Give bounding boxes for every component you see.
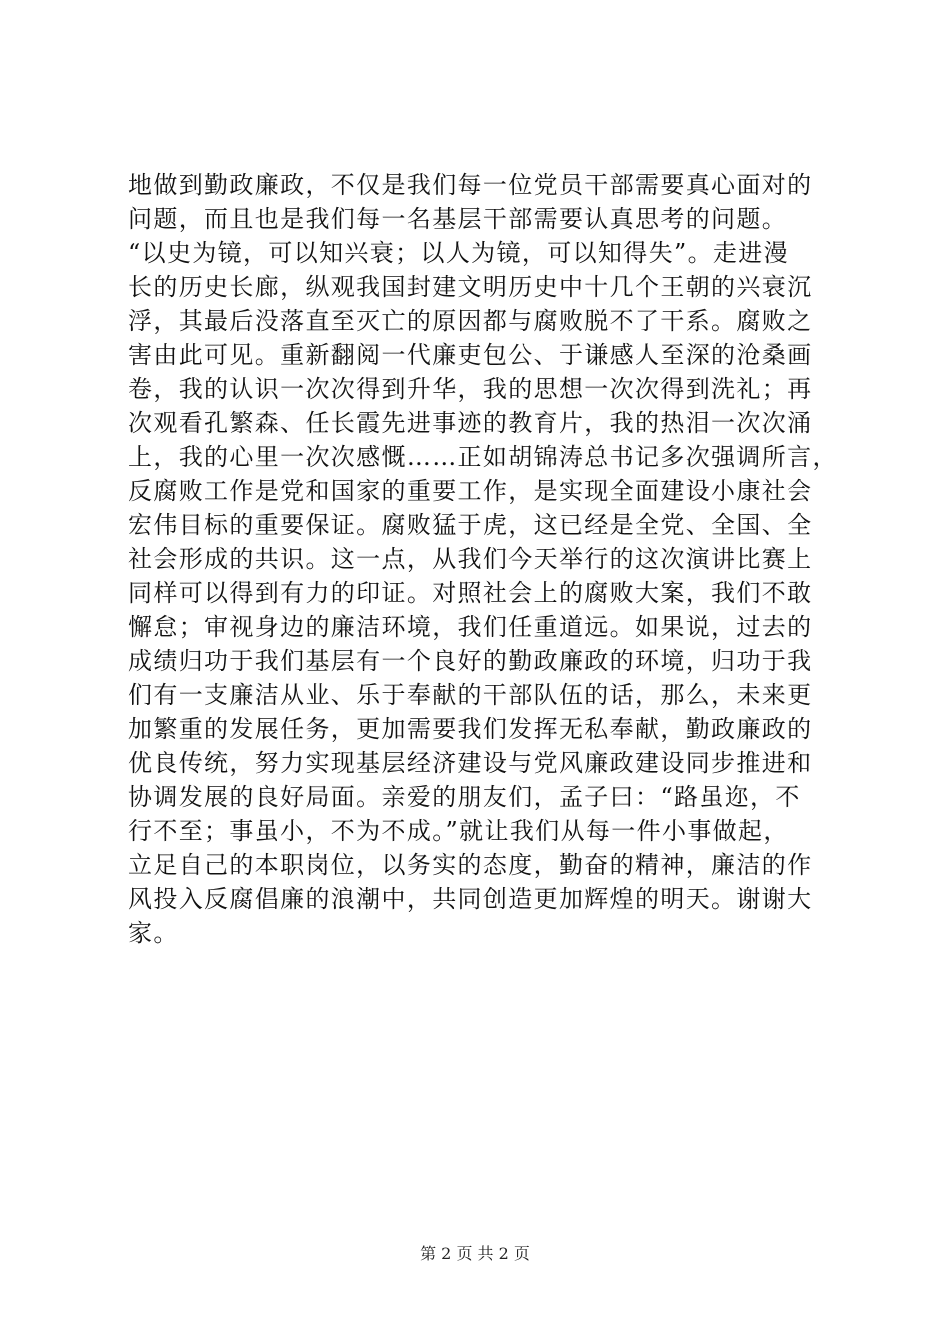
text-line: 地做到勤政廉政，不仅是我们每一位党员干部需要真心面对的 [128,171,813,199]
text-line: 长的历史长廊，纵观我国封建文明历史中十几个王朝的兴衰沉 [128,273,813,301]
text-line: 成绩归功于我们基层有一个良好的勤政廉政的环境，归功于我 [128,647,813,675]
text-line: 害由此可见。重新翻阅一代廉吏包公、于谦感人至深的沧桑画 [128,341,813,369]
text-line: 风投入反腐倡廉的浪潮中，共同创造更加辉煌的明天。谢谢大 [128,885,813,913]
text-line: 懈怠；审视身边的廉洁环境，我们任重道远。如果说，过去的 [128,613,813,641]
body-text [128,168,838,950]
text-line: 同样可以得到有力的印证。对照社会上的腐败大案，我们不敢 [128,579,813,607]
text-line: 立足自己的本职岗位，以务实的态度，勤奋的精神，廉洁的作 [128,851,813,879]
text-line: 浮，其最后没落直至灭亡的原因都与腐败脱不了干系。腐败之 [128,307,813,335]
text-line: 上，我的心里一次次感慨……正如胡锦涛总书记多次强调所言， [128,443,838,471]
text-line: 协调发展的良好局面。亲爱的朋友们，孟子曰：“路虽迩，不 [128,783,801,811]
text-line: 行不至；事虽小，不为不成。”就让我们从每一件小事做起， [128,817,789,845]
text-line: 卷，我的认识一次次得到升华，我的思想一次次得到洗礼；再 [128,375,813,403]
text-line: 加繁重的发展任务，更加需要我们发挥无私奉献，勤政廉政的 [128,715,813,743]
text-line: 们有一支廉洁从业、乐于奉献的干部队伍的话，那么，未来更 [128,681,813,709]
text-line: 次观看孔繁森、任长霞先进事迹的教育片，我的热泪一次次涌 [128,409,813,437]
text-line: “以史为镜，可以知兴衰；以人为镜，可以知得失”。走进漫 [128,239,789,267]
text-line: 问题，而且也是我们每一名基层干部需要认真思考的问题。 [128,205,788,233]
text-line: 反腐败工作是党和国家的重要工作，是实现全面建设小康社会 [128,477,813,505]
text-line: 家。 [128,919,179,947]
page-number-footer: 第 2 页 共 2 页 [420,1244,530,1263]
text-line: 社会形成的共识。这一点，从我们今天举行的这次演讲比赛上 [128,545,813,573]
text-line: 优良传统，努力实现基层经济建设与党风廉政建设同步推进和 [128,749,813,777]
text-line: 宏伟目标的重要保证。腐败猛于虎，这已经是全党、全国、全 [128,511,813,539]
